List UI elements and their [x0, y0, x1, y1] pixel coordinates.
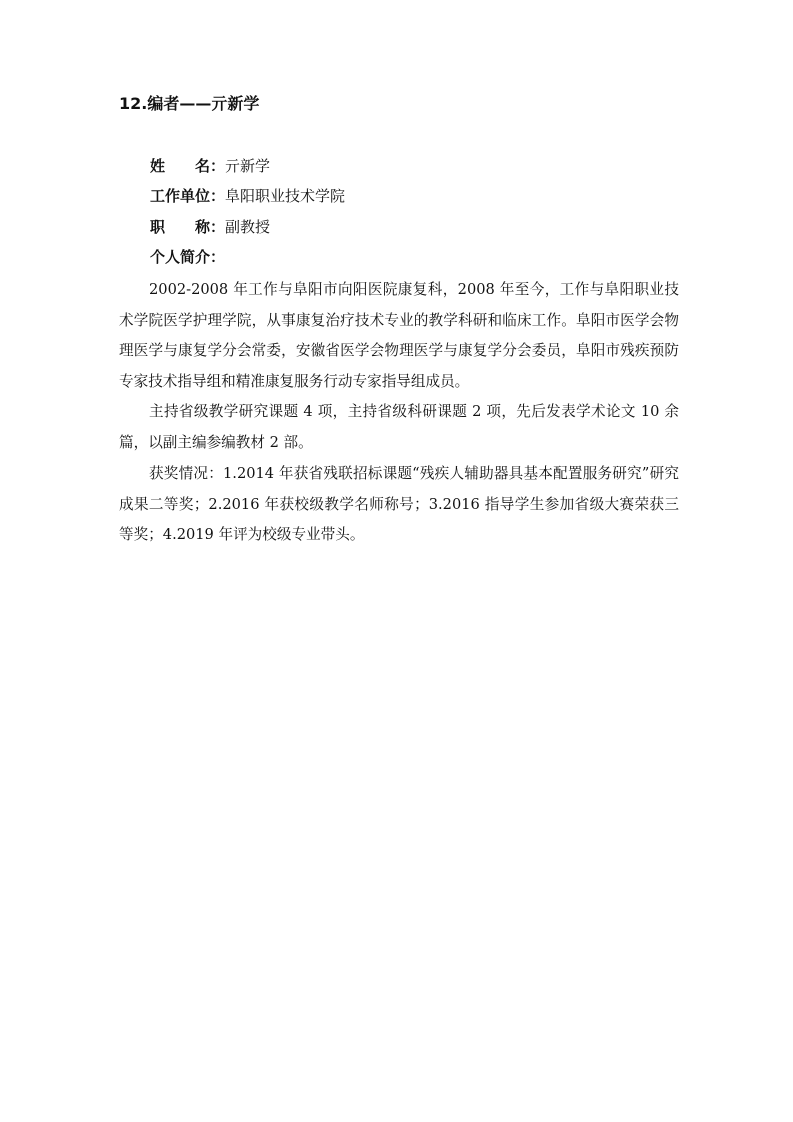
profile-paragraph-awards: 获奖情况：1.2014 年获省残联招标课题“残疾人辅助器具基本配置服务研究”研究成果二等奖；2.2016 年获校级教学名师称号；3.2016 指导学生参加省级大赛荣获三等奖；4.2019 年评为校级专业带头。	[119, 465, 679, 543]
profile-paragraph-research: 主持省级教学研究课题 4 项，主持省级科研课题 2 项，先后发表学术论文 10 余篇，以副主编参编教材 2 部。	[119, 403, 679, 451]
field-employer-label: 工作单位：	[150, 187, 226, 205]
field-profile	[150, 247, 225, 267]
field-name	[150, 156, 270, 176]
field-name-value: 亓新学	[225, 157, 271, 175]
field-title-value: 副教授	[225, 218, 271, 236]
field-employer-value: 阜阳职业技术学院	[225, 187, 346, 205]
profile-paragraph-career: 2002-2008 年工作与阜阳市向阳医院康复科，2008 年至今，工作与阜阳职业技术学院医学护理学院，从事康复治疗技术专业的教学科研和临床工作。阜阳市医学会物理医学与康复学分会常委，安徽省医学会物理医学与康复学分会委员，阜阳市残疾预防专家技术指导组和精准康复服务行动专家指导组成员。	[119, 281, 679, 390]
field-title-label: 职 称：	[150, 218, 226, 236]
field-employer	[150, 186, 345, 206]
section-heading: 12.编者——亓新学	[119, 94, 260, 113]
field-name-label: 姓 名：	[150, 157, 226, 175]
field-profile-label: 个人简介：	[150, 248, 226, 266]
field-title	[150, 217, 270, 237]
